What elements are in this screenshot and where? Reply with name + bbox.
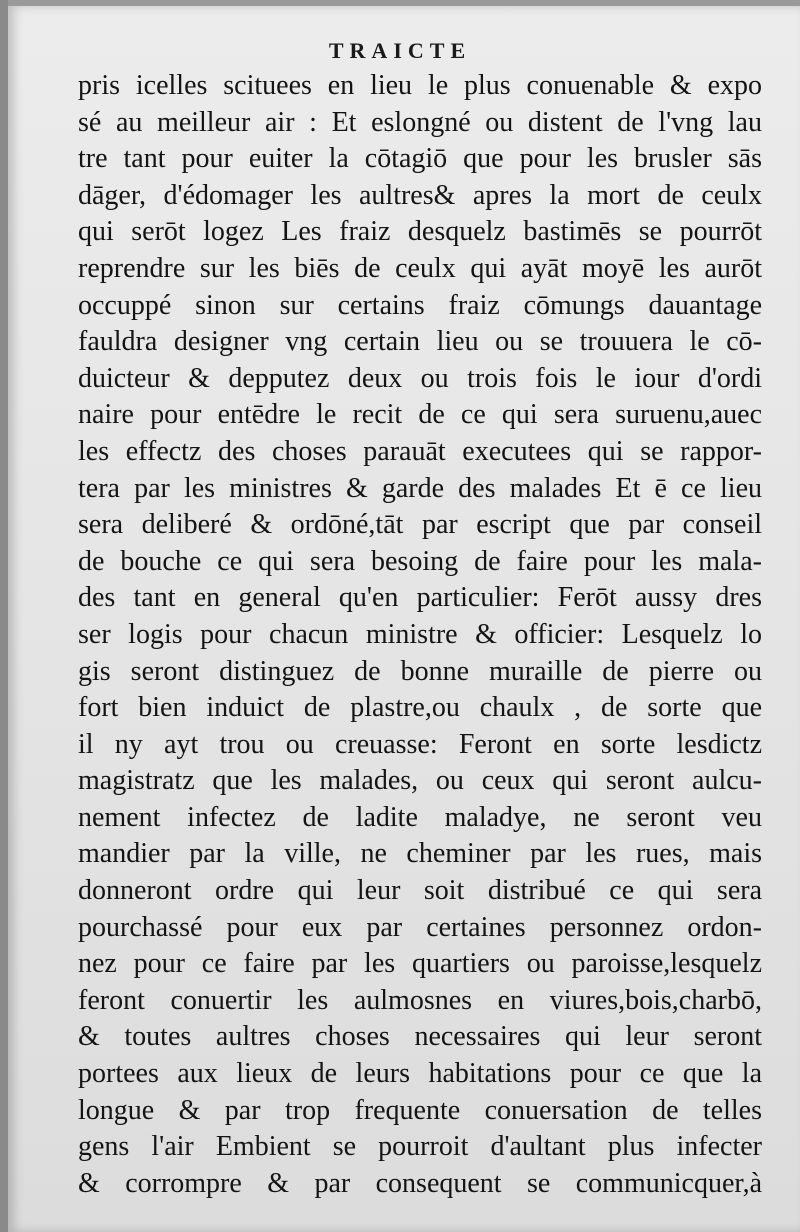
text-line: ser logis pour chacun ministre & officier: Lesquelz lo (78, 618, 762, 650)
text-line: pourchassé pour eux par certaines personnez ordon- (78, 911, 762, 943)
text-line: duicteur & depputez deux ou trois fois le iour d'ordi (78, 362, 762, 394)
text-line: gis seront distinguez de bonne muraille de pierre ou (78, 655, 762, 687)
text-line: & toutes aultres choses necessaires qui leur seront (78, 1021, 762, 1053)
text-line: de bouche ce qui sera besoing de faire pour les mala- (78, 545, 762, 577)
text-line: pris icelles scituees en lieu le plus conuenable & expo (78, 70, 762, 101)
text-line: longue & par trop frequente conuersation de telles (78, 1094, 762, 1126)
text-line: sé au meilleur air : Et eslongné ou distent de l'vng lau (78, 106, 762, 138)
text-line: sera deliberé & ordōné,tāt par escript que par conseil (78, 509, 762, 541)
body-text (78, 68, 762, 1202)
text-line: nez pour ce faire par les quartiers ou paroisse,lesquelz (78, 948, 762, 980)
text-line: fauldra designer vng certain lieu ou se trouuera le cō- (78, 326, 762, 358)
text-line: portees aux lieux de leurs habitations pour ce que la (78, 1058, 762, 1090)
text-line: occuppé sinon sur certains fraiz cōmungs dauantage (78, 289, 762, 321)
text-line: fort bien induict de plastre,ou chaulx , de sorte que (78, 692, 762, 724)
running-head: TRAICTE (328, 38, 472, 63)
text-line: dāger, d'édomager les aultres& apres la mort de ceulx (78, 179, 762, 211)
text-line: donneront ordre qui leur soit distribué ce qui sera (78, 875, 762, 907)
text-line: qui serōt logez Les fraiz desquelz bastimēs se pourrōt (78, 216, 762, 248)
text-line: magistratz que les malades, ou ceux qui seront aulcu- (78, 765, 762, 797)
text-line: feront conuertir les aulmosnes en viures,bois,charbō, (78, 984, 762, 1016)
page-edge-shadow (0, 0, 8, 1232)
text-line: gens l'air Embient se pourroit d'aultant plus infecter (78, 1131, 762, 1163)
text-line: reprendre sur les biēs de ceulx qui ayāt moyē les aurōt (78, 252, 762, 284)
text-line: naire pour entēdre le recit de ce qui sera suruenu,auec (78, 399, 762, 431)
text-line: les effectz des choses parauāt executees qui se rappor- (78, 435, 762, 467)
text-line: nement infectez de ladite maladye, ne seront veu (78, 801, 762, 833)
text-line: & corrompre & par consequent se communicquer,à (78, 1167, 762, 1199)
text-line: des tant en general qu'en particulier: Ferōt aussy dres (78, 582, 762, 614)
text-line: tera par les ministres & garde des malades Et ē ce lieu (78, 472, 762, 504)
text-line: il ny ayt trou ou creuasse: Feront en sorte lesdictz (78, 728, 762, 760)
text-line: tre tant pour euiter la cōtagiō que pour les brusler sās (78, 143, 762, 175)
text-line: mandier par la ville, ne cheminer par les rues, mais (78, 838, 762, 870)
